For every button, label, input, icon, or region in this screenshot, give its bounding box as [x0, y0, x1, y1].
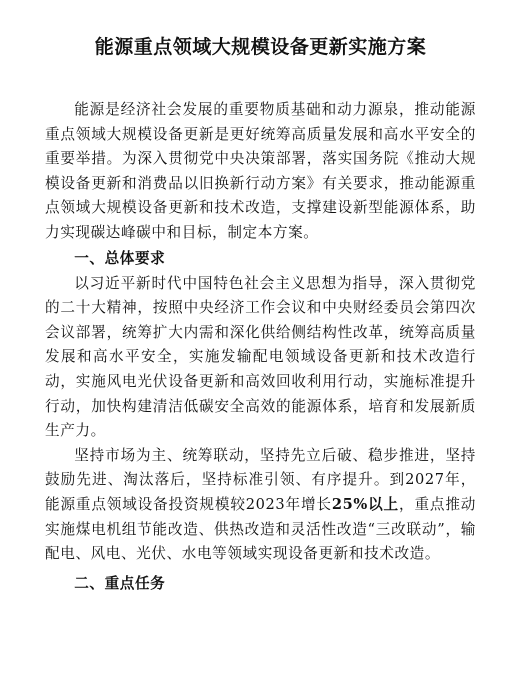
paragraph-2-text-start: 坚持市场为主、统筹联动，坚持先立后破、稳步推进，坚持鼓励先进、淘汰落后，坚持标准引领、有序提升。到2027年，能源重点领域设备投资规模较2023年增长: [45, 446, 476, 513]
section-heading-key-tasks: 二、重点任务: [74, 574, 166, 592]
paragraph-2-text-end: ，重点推动实施煤电机组节能改造、供热改造和灵活性改造“三改联动”，输配电、风电、光伏、水电等领域实现设备更新和技术改造。: [45, 495, 476, 563]
document-title: 能源重点领域大规模设备更新实施方案: [94, 36, 427, 58]
intro-paragraph: 能源是经济社会发展的重要物质基础和动力源泉，推动能源重点领域大规模设备更新是更好统筹高质量发展和高水平安全的重要举措。为深入贯彻党中央决策部署，落实国务院《推动大规模设备更新和消费品以旧换新行动方案》有关要求，推动能源重点领域大规模设备更新和技术改造，支撑建设新型能源体系，助力实现碳达峰碳中和目标，制定本方案。: [45, 101, 476, 241]
general-requirements-paragraph-1: 以习近平新时代中国特色社会主义思想为指导，深入贯彻党的二十大精神，按照中央经济工作会议和中央财经委员会第四次会议部署，统筹扩大内需和深化供给侧结构性改革，统筹高质量发展和高水平安全，实施发输配电领域设备更新和技术改造行动，实施风电光伏设备更新和高效回收利用行动，实施标准提升行动，加快构建清洁低碳安全高效的能源体系，培育和发展新质生产力。: [45, 274, 476, 440]
section-heading-general-requirements: 一、总体要求: [74, 249, 166, 267]
growth-target-highlight: 25%以上: [331, 495, 400, 513]
general-requirements-paragraph-2: [45, 444, 476, 567]
